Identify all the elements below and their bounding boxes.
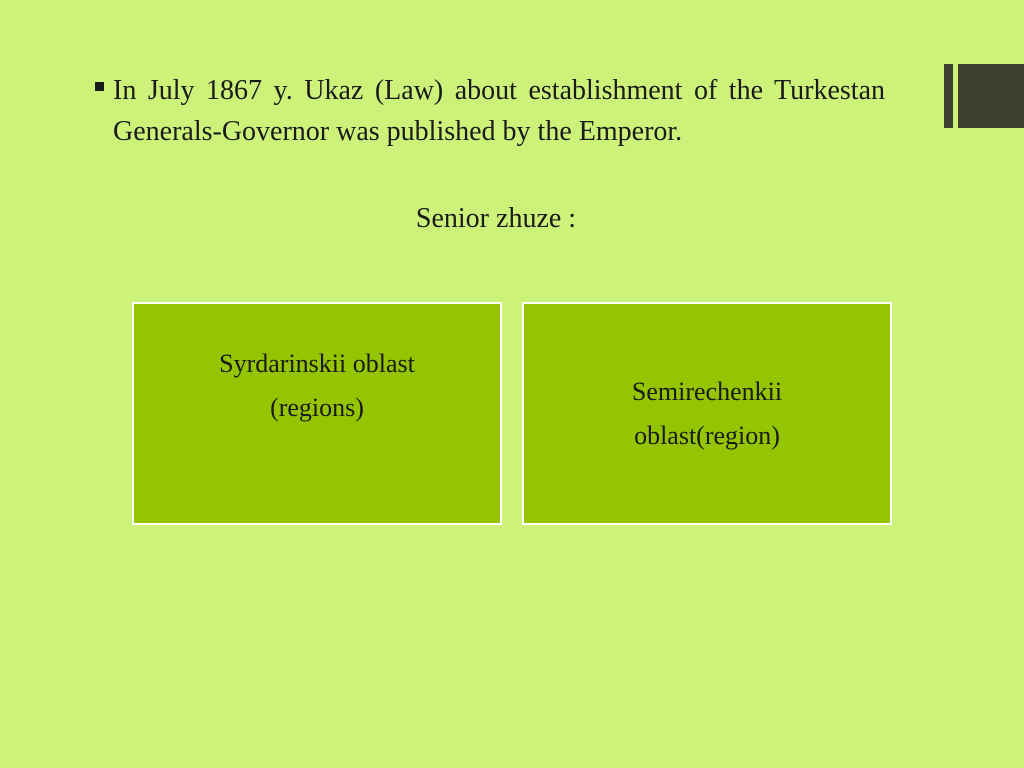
corner-bar-thick	[958, 64, 1024, 128]
region-box-line2: (regions)	[270, 392, 364, 422]
bullet-item	[95, 70, 885, 152]
region-box-text	[632, 370, 782, 458]
bullet-text: In July 1867 y. Ukaz (Law) about establishment of the Turkestan Generals-Governor was published by the Emperor.	[113, 75, 885, 147]
region-box-semirechenkii	[522, 302, 892, 525]
region-box-text	[219, 342, 415, 430]
region-box-line1: Syrdarinskii oblast	[219, 348, 415, 378]
region-boxes	[132, 302, 892, 525]
region-box-line2: oblast(region)	[634, 420, 780, 450]
subtitle: Senior zhuze :	[415, 203, 577, 234]
corner-bars-icon	[944, 64, 1024, 128]
region-box-line1: Semirechenkii	[631, 376, 783, 406]
region-box-syrdarinskii	[132, 302, 502, 525]
corner-bar-thin	[944, 64, 953, 128]
square-bullet-icon	[95, 82, 104, 91]
